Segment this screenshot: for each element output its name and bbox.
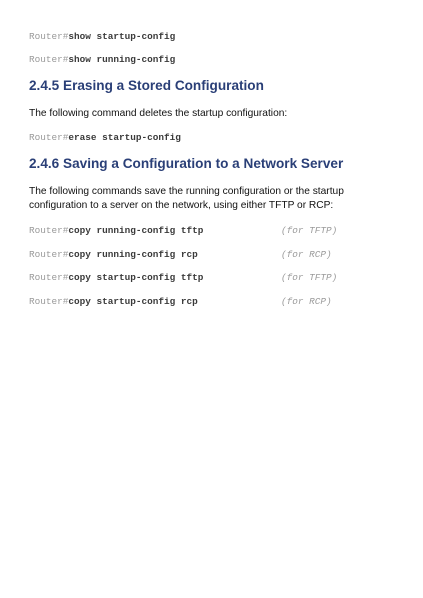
section-heading-2-4-6: 2.4.6 Saving a Configuration to a Network Server	[29, 156, 344, 171]
command-text: erase startup-config	[68, 132, 181, 143]
command-text: copy running-config tftp	[68, 225, 204, 236]
command-text: copy startup-config rcp	[68, 296, 198, 307]
prompt: Router#	[29, 296, 69, 307]
prompt: Router#	[29, 272, 69, 283]
prompt: Router#	[29, 31, 69, 42]
comment-for-tftp: (for TFTP)	[281, 225, 338, 236]
section-2-4-5-text: The following command deletes the startup configuration:	[29, 108, 288, 119]
command-text: copy running-config rcp	[68, 249, 198, 260]
code-line-copy-running-tftp	[29, 225, 203, 237]
code-line-erase-startup	[29, 132, 181, 144]
code-line-copy-running-rcp	[29, 249, 198, 261]
code-line-copy-startup-rcp	[29, 296, 198, 308]
prompt: Router#	[29, 132, 69, 143]
prompt: Router#	[29, 54, 69, 65]
prompt: Router#	[29, 225, 69, 236]
prompt: Router#	[29, 249, 69, 260]
command-text: copy startup-config tftp	[68, 272, 204, 283]
code-line-copy-startup-tftp	[29, 272, 203, 284]
comment-for-rcp: (for RCP)	[281, 249, 332, 260]
code-line-show-running	[29, 54, 175, 66]
code-line-show-startup	[29, 31, 175, 43]
section-2-4-6-text: The following commands save the running configuration or the startup configuration to a server on the network, using either TFTP or RCP:	[29, 186, 344, 211]
command-text: show startup-config	[68, 31, 176, 42]
section-heading-2-4-5: 2.4.5 Erasing a Stored Configuration	[29, 78, 264, 93]
comment-for-rcp: (for RCP)	[281, 296, 332, 307]
command-text: show running-config	[68, 54, 176, 65]
comment-for-tftp: (for TFTP)	[281, 272, 338, 283]
